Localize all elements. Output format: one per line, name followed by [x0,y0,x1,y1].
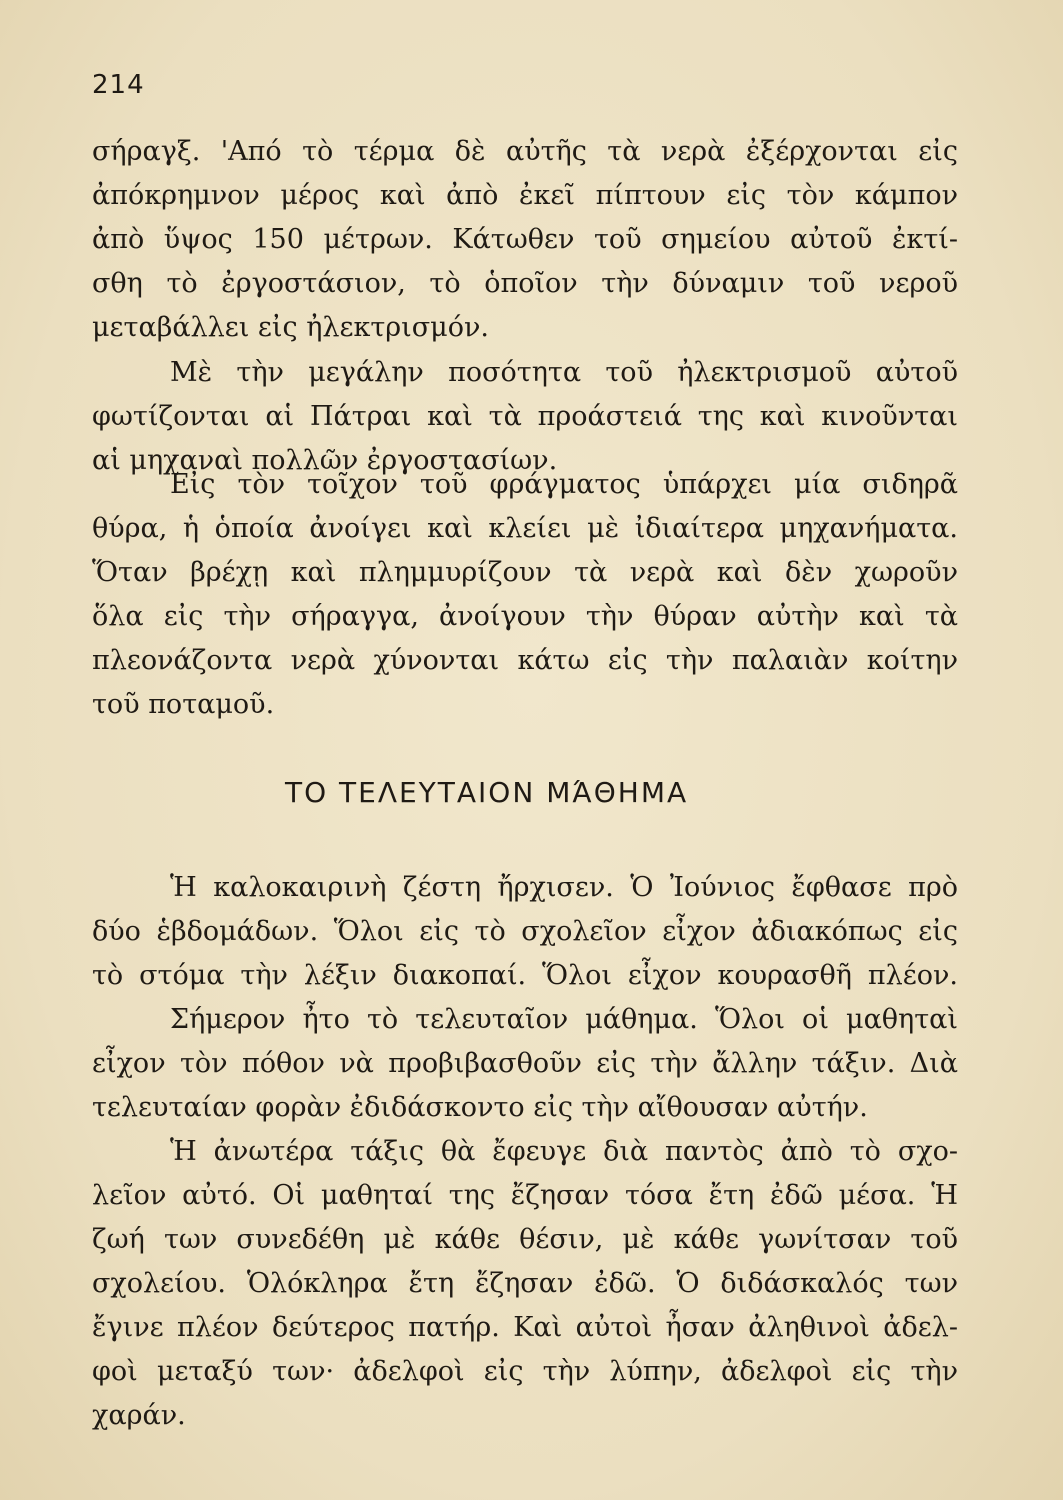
text-line: Ἡ ἀνωτέρα τάξις θὰ ἔφευγε διὰ παντὸς ἀπὸ τὸ σχο- [170,1136,958,1167]
text-line: σθη τὸ ἐργοστάσιον, τὸ ὁποῖον τὴν δύναμιν τοῦ νεροῦ [92,268,958,299]
text-line: πλεονάζοντα νερὰ χύνονται κάτω εἰς τὴν παλαιὰν κοίτην [92,645,958,676]
text-line: χαράν. [92,1400,186,1431]
text-line: φωτίζονται αἱ Πάτραι καὶ τὰ προάστειά της καὶ κινοῦνται [92,401,958,432]
text-line: σήραγξ. 'Από τὸ τέρμα δὲ αὐτῆς τὰ νερὰ ἐξέρχονται εἰς [92,136,958,167]
text-line: Εἰς τὸν τοῖχον τοῦ φράγματος ὑπάρχει μία σιδηρᾶ [170,469,958,500]
text-line: εἶχον τὸν πόθον νὰ προβιβασθοῦν εἰς τὴν ἄλλην τάξιν. Διὰ [92,1048,958,1079]
page-number: 214 [92,70,145,100]
section-heading: ΤΟ ΤΕΛΕΥΤΑΙΟΝ ΜΆΘΗΜΑ [285,776,689,809]
text-line: ὅλα εἰς τὴν σήραγγα, ἀνοίγουν τὴν θύραν αὐτὴν καὶ τὰ [92,601,958,632]
text-line: τελευταίαν φορὰν ἐδιδάσκοντο εἰς τὴν αἴθουσαν αὐτήν. [92,1092,868,1123]
text-line: θύρα, ἡ ὁποία ἀνοίγει καὶ κλείει μὲ ἰδιαίτερα μηχανήματα. [92,513,958,544]
text-line: τοῦ ποταμοῦ. [92,689,275,720]
text-line: φοὶ μεταξύ των· ἀδελφοὶ εἰς τὴν λύπην, ἀδελφοὶ εἰς τὴν [92,1356,958,1387]
text-line: Σήμερον ἦτο τὸ τελευταῖον μάθημα. Ὅλοι οἱ μαθηταὶ [170,1004,958,1035]
text-line: τὸ στόμα τὴν λέξιν διακοπαί. Ὅλοι εἶχον κουρασθῆ πλέον. [92,960,958,991]
text-line: σχολείου. Ὁλόκληρα ἔτη ἔζησαν ἐδῶ. Ὁ διδάσκαλός των [92,1268,958,1299]
text-line: Μὲ τὴν μεγάλην ποσότητα τοῦ ἠλεκτρισμοῦ αὐτοῦ [170,357,958,388]
text-line: Ἡ καλοκαιρινὴ ζέστη ἤρχισεν. Ὁ Ἰούνιος ἔφθασε πρὸ [170,872,958,903]
text-line: λεῖον αὐτό. Οἱ μαθηταί της ἔζησαν τόσα ἔτη ἐδῶ μέσα. Ἡ [92,1180,958,1211]
text-line: αἱ μηχαναὶ πολλῶν ἐργοστασίων. [92,445,558,476]
text-line: ἀπὸ ὕψος 150 μέτρων. Κάτωθεν τοῦ σημείου αὐτοῦ ἐκτί- [92,224,958,255]
text-line: μεταβάλλει εἰς ἠλεκτρισμόν. [92,312,489,343]
text-line: δύο ἑβδομάδων. Ὅλοι εἰς τὸ σχολεῖον εἶχον ἀδιακόπως εἰς [92,916,958,947]
text-line: Ὅταν βρέχῃ καὶ πλημμυρίζουν τὰ νερὰ καὶ δὲν χωροῦν [92,557,958,588]
text-line: ἀπόκρημνον μέρος καὶ ἀπὸ ἐκεῖ πίπτουν εἰς τὸν κάμπον [92,180,958,211]
text-line: ἔγινε πλέον δεύτερος πατήρ. Καὶ αὐτοὶ ἦσαν ἀληθινοὶ ἀδελ- [92,1312,958,1343]
text-line: ζωή των συνεδέθη μὲ κάθε θέσιν, μὲ κάθε γωνίτσαν τοῦ [92,1224,958,1255]
